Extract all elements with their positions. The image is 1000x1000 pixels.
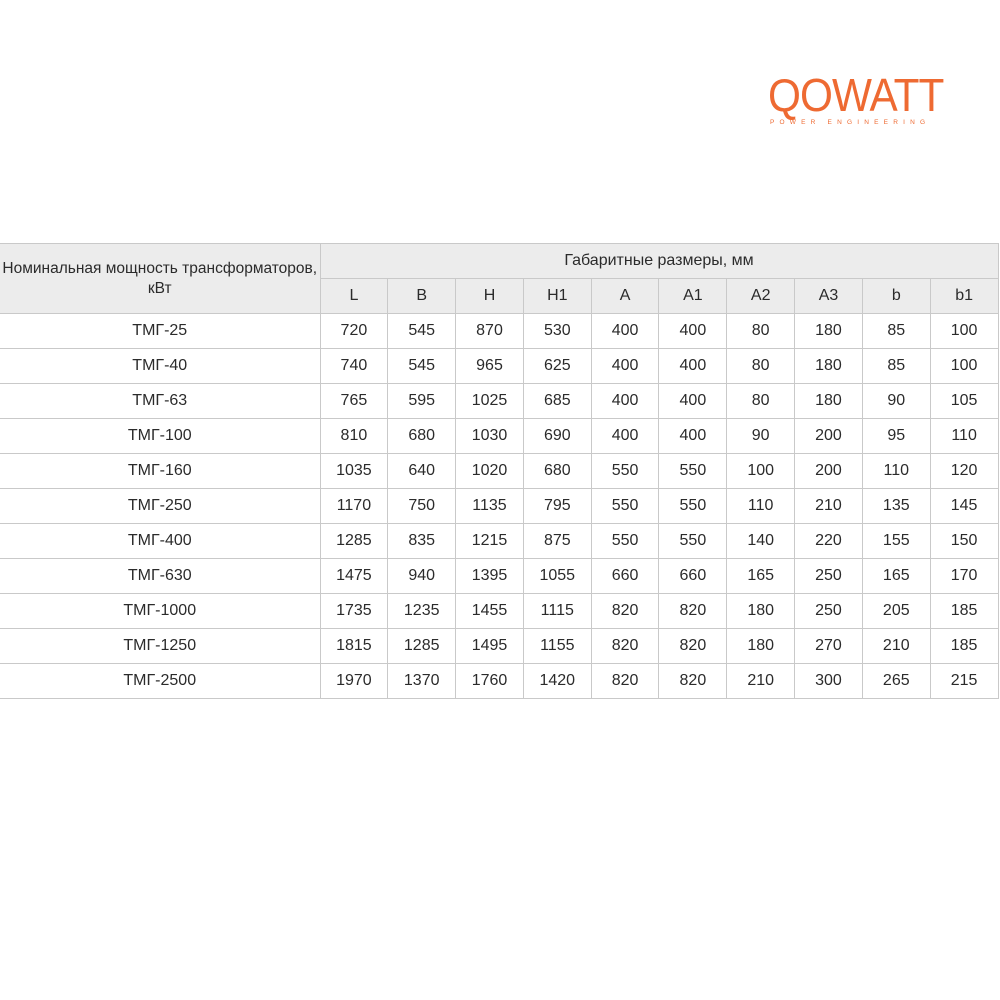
table-row bbox=[0, 489, 998, 524]
dimension-cell: 220 bbox=[795, 524, 863, 559]
model-cell: ТМГ-2500 bbox=[0, 664, 320, 699]
dimension-cell: 875 bbox=[523, 524, 591, 559]
dimension-cell: 90 bbox=[862, 384, 930, 419]
dimension-cell: 680 bbox=[523, 454, 591, 489]
dimension-cell: 110 bbox=[727, 489, 795, 524]
dimension-cell: 155 bbox=[862, 524, 930, 559]
dimension-cell: 1035 bbox=[320, 454, 388, 489]
column-header-a2: A2 bbox=[727, 279, 795, 314]
table-header-row bbox=[0, 244, 998, 279]
dimension-cell: 1370 bbox=[388, 664, 456, 699]
dimension-cell: 1495 bbox=[456, 629, 524, 664]
dimension-cell: 1455 bbox=[456, 594, 524, 629]
dimension-cell: 1475 bbox=[320, 559, 388, 594]
dimension-cell: 660 bbox=[591, 559, 659, 594]
dimension-cell: 400 bbox=[659, 314, 727, 349]
dimensions-table bbox=[0, 243, 999, 699]
dimension-cell: 1055 bbox=[523, 559, 591, 594]
dimension-cell: 1215 bbox=[456, 524, 524, 559]
dimension-cell: 250 bbox=[795, 594, 863, 629]
dimension-cell: 265 bbox=[862, 664, 930, 699]
dimension-cell: 400 bbox=[659, 349, 727, 384]
qowatt-logo bbox=[768, 70, 958, 130]
logo-tagline: POWER ENGINEERING bbox=[770, 119, 931, 126]
model-cell: ТМГ-40 bbox=[0, 349, 320, 384]
dimension-cell: 625 bbox=[523, 349, 591, 384]
dimension-cell: 1395 bbox=[456, 559, 524, 594]
dimension-cell: 1170 bbox=[320, 489, 388, 524]
model-cell: ТМГ-100 bbox=[0, 419, 320, 454]
dimension-cell: 180 bbox=[795, 384, 863, 419]
dimension-cell: 185 bbox=[930, 594, 998, 629]
dimension-cell: 810 bbox=[320, 419, 388, 454]
dimension-cell: 940 bbox=[388, 559, 456, 594]
dimension-cell: 150 bbox=[930, 524, 998, 559]
dimension-cell: 400 bbox=[591, 349, 659, 384]
dimension-cell: 660 bbox=[659, 559, 727, 594]
table-row bbox=[0, 314, 998, 349]
dimension-cell: 400 bbox=[659, 384, 727, 419]
dimension-cell: 180 bbox=[795, 314, 863, 349]
table-row bbox=[0, 594, 998, 629]
dimension-cell: 210 bbox=[727, 664, 795, 699]
dimension-cell: 110 bbox=[862, 454, 930, 489]
model-cell: ТМГ-63 bbox=[0, 384, 320, 419]
dimension-cell: 820 bbox=[591, 629, 659, 664]
dimension-cell: 100 bbox=[930, 314, 998, 349]
dimension-cell: 1420 bbox=[523, 664, 591, 699]
model-cell: ТМГ-1250 bbox=[0, 629, 320, 664]
column-header-l: L bbox=[320, 279, 388, 314]
dimension-cell: 595 bbox=[388, 384, 456, 419]
dimension-cell: 740 bbox=[320, 349, 388, 384]
dimension-cell: 85 bbox=[862, 314, 930, 349]
dimension-cell: 80 bbox=[727, 349, 795, 384]
dimension-cell: 550 bbox=[591, 524, 659, 559]
dimension-cell: 400 bbox=[591, 314, 659, 349]
dimension-cell: 1285 bbox=[320, 524, 388, 559]
logo-wordmark: QOWATT bbox=[768, 69, 944, 121]
dimension-cell: 640 bbox=[388, 454, 456, 489]
dimension-cell: 550 bbox=[659, 454, 727, 489]
dimension-cell: 110 bbox=[930, 419, 998, 454]
dimension-cell: 105 bbox=[930, 384, 998, 419]
dimension-cell: 720 bbox=[320, 314, 388, 349]
column-header-b: b bbox=[862, 279, 930, 314]
power-column-header: Номинальная мощность трансформаторов, кВт bbox=[0, 244, 320, 314]
dimension-cell: 1285 bbox=[388, 629, 456, 664]
column-header-a: A bbox=[591, 279, 659, 314]
model-cell: ТМГ-1000 bbox=[0, 594, 320, 629]
table-body bbox=[0, 314, 998, 699]
dimensions-group-header: Габаритные размеры, мм bbox=[320, 244, 998, 279]
table-row bbox=[0, 384, 998, 419]
dimension-cell: 870 bbox=[456, 314, 524, 349]
dimension-cell: 550 bbox=[591, 454, 659, 489]
dimension-cell: 400 bbox=[659, 419, 727, 454]
dimension-cell: 90 bbox=[727, 419, 795, 454]
table-row bbox=[0, 419, 998, 454]
table-row bbox=[0, 524, 998, 559]
dimension-cell: 1135 bbox=[456, 489, 524, 524]
dimension-cell: 210 bbox=[795, 489, 863, 524]
dimension-cell: 765 bbox=[320, 384, 388, 419]
dimension-cell: 1115 bbox=[523, 594, 591, 629]
table-row bbox=[0, 349, 998, 384]
dimension-cell: 120 bbox=[930, 454, 998, 489]
dimension-cell: 1030 bbox=[456, 419, 524, 454]
dimension-cell: 545 bbox=[388, 314, 456, 349]
column-header-b1: b1 bbox=[930, 279, 998, 314]
dimension-cell: 1235 bbox=[388, 594, 456, 629]
dimension-cell: 1155 bbox=[523, 629, 591, 664]
table-row bbox=[0, 629, 998, 664]
dimension-cell: 180 bbox=[727, 629, 795, 664]
dimension-cell: 1735 bbox=[320, 594, 388, 629]
dimension-cell: 210 bbox=[862, 629, 930, 664]
dimension-cell: 95 bbox=[862, 419, 930, 454]
column-header-a3: A3 bbox=[795, 279, 863, 314]
dimension-cell: 820 bbox=[591, 664, 659, 699]
model-cell: ТМГ-630 bbox=[0, 559, 320, 594]
dimension-cell: 1760 bbox=[456, 664, 524, 699]
dimension-cell: 1020 bbox=[456, 454, 524, 489]
dimension-cell: 180 bbox=[727, 594, 795, 629]
dimension-cell: 690 bbox=[523, 419, 591, 454]
model-cell: ТМГ-25 bbox=[0, 314, 320, 349]
dimension-cell: 205 bbox=[862, 594, 930, 629]
column-header-h: H bbox=[456, 279, 524, 314]
dimension-cell: 965 bbox=[456, 349, 524, 384]
dimension-cell: 820 bbox=[659, 594, 727, 629]
table-row bbox=[0, 664, 998, 699]
dimension-cell: 550 bbox=[659, 524, 727, 559]
dimension-cell: 80 bbox=[727, 384, 795, 419]
dimension-cell: 530 bbox=[523, 314, 591, 349]
dimension-cell: 170 bbox=[930, 559, 998, 594]
dimension-cell: 795 bbox=[523, 489, 591, 524]
dimension-cell: 550 bbox=[591, 489, 659, 524]
dimension-cell: 200 bbox=[795, 419, 863, 454]
dimension-cell: 835 bbox=[388, 524, 456, 559]
dimension-cell: 400 bbox=[591, 419, 659, 454]
dimension-cell: 270 bbox=[795, 629, 863, 664]
dimension-cell: 750 bbox=[388, 489, 456, 524]
column-header-a1: A1 bbox=[659, 279, 727, 314]
dimension-cell: 85 bbox=[862, 349, 930, 384]
column-header-b: B bbox=[388, 279, 456, 314]
model-cell: ТМГ-250 bbox=[0, 489, 320, 524]
table-row bbox=[0, 559, 998, 594]
table-row bbox=[0, 454, 998, 489]
dimension-cell: 185 bbox=[930, 629, 998, 664]
dimension-cell: 545 bbox=[388, 349, 456, 384]
dimension-cell: 820 bbox=[591, 594, 659, 629]
dimension-cell: 685 bbox=[523, 384, 591, 419]
dimension-cell: 680 bbox=[388, 419, 456, 454]
dimension-cell: 215 bbox=[930, 664, 998, 699]
dimension-cell: 80 bbox=[727, 314, 795, 349]
dimension-cell: 1025 bbox=[456, 384, 524, 419]
dimension-cell: 400 bbox=[591, 384, 659, 419]
dimension-cell: 180 bbox=[795, 349, 863, 384]
dimension-cell: 250 bbox=[795, 559, 863, 594]
dimension-cell: 135 bbox=[862, 489, 930, 524]
dimension-cell: 1815 bbox=[320, 629, 388, 664]
dimension-cell: 820 bbox=[659, 664, 727, 699]
dimension-cell: 1970 bbox=[320, 664, 388, 699]
model-cell: ТМГ-160 bbox=[0, 454, 320, 489]
model-cell: ТМГ-400 bbox=[0, 524, 320, 559]
dimension-cell: 300 bbox=[795, 664, 863, 699]
dimension-cell: 550 bbox=[659, 489, 727, 524]
dimension-cell: 165 bbox=[727, 559, 795, 594]
dimension-cell: 820 bbox=[659, 629, 727, 664]
dimension-cell: 140 bbox=[727, 524, 795, 559]
dimension-cell: 100 bbox=[930, 349, 998, 384]
dimension-cell: 145 bbox=[930, 489, 998, 524]
dimension-cell: 100 bbox=[727, 454, 795, 489]
dimension-cell: 200 bbox=[795, 454, 863, 489]
column-header-h1: H1 bbox=[523, 279, 591, 314]
dimension-cell: 165 bbox=[862, 559, 930, 594]
